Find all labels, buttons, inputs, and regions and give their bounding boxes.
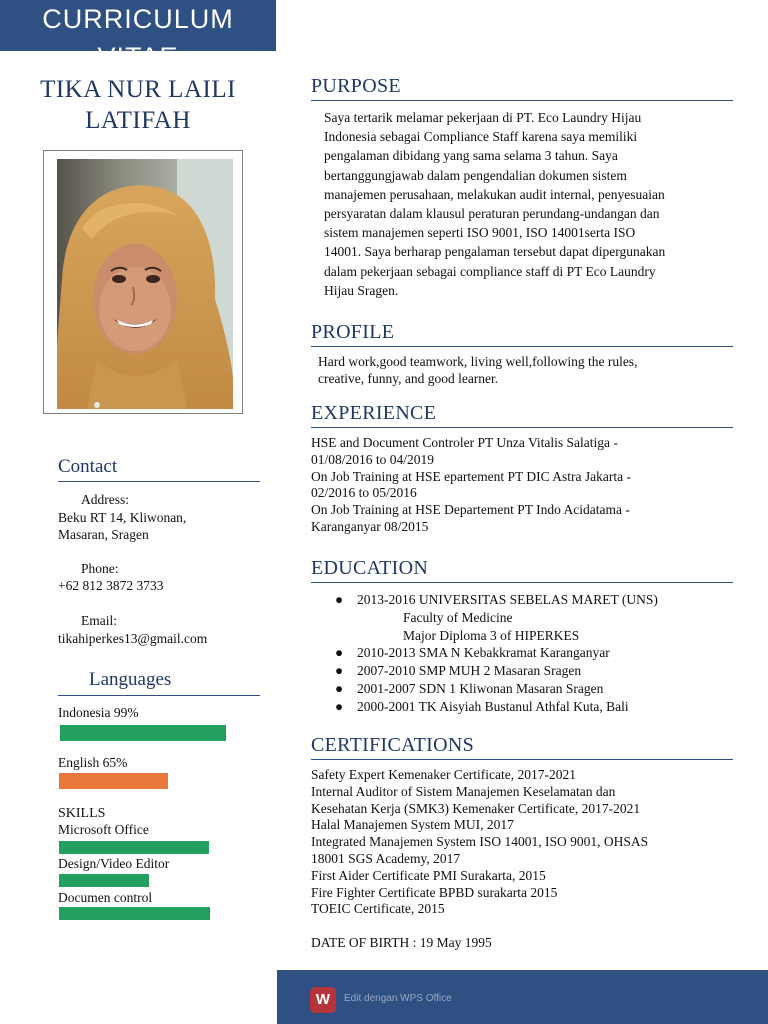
date-of-birth: [311, 935, 492, 952]
profile-line: creative, funny, and good learner.: [318, 370, 499, 386]
experience-line: 01/08/2016 to 04/2019: [311, 451, 435, 467]
purpose-line: manajemen perusahaan, melakukan audit internal, penyesuaian: [324, 186, 665, 202]
skill-design-video-label: Design/Video Editor: [58, 856, 170, 871]
date-of-birth-label: DATE OF BIRTH :: [311, 935, 417, 950]
education-list: [331, 591, 658, 716]
wps-office-icon[interactable]: W: [310, 987, 336, 1013]
certification-line: Halal Manajemen System MUI, 2017: [311, 817, 514, 833]
bullet-icon: ●: [335, 680, 344, 696]
language-indonesia-label: Indonesia 99%: [58, 705, 139, 720]
education-divider: [311, 582, 733, 583]
certification-line: Internal Auditor of Sistem Manajemen Keselamatan dan: [311, 783, 616, 799]
certification-line: Safety Expert Kemenaker Certificate, 2017-2021: [311, 767, 577, 782]
email-value: tikahiperkes13@gmail.com: [58, 631, 208, 646]
education-item: [331, 680, 658, 698]
bullet-icon: ●: [335, 592, 344, 607]
skill-microsoft-office-label: Microsoft Office: [58, 822, 149, 837]
purpose-line: Indonesia sebagai Compliance Staff karena saya memiliki: [324, 129, 638, 145]
education-item: [331, 698, 658, 716]
experience-heading: EXPERIENCE: [311, 402, 437, 424]
wps-edit-link[interactable]: Edit dengan WPS Office: [344, 993, 452, 1004]
profile-text: [318, 354, 637, 388]
contact-heading: Contact: [58, 456, 118, 477]
profile-photo: [57, 159, 233, 409]
experience-line: Karanganyar 08/2015: [311, 518, 429, 534]
certification-line: Kesehatan Kerja (SMK3) Kemenaker Certificate, 2017-2021: [311, 800, 641, 816]
languages-divider: [58, 695, 260, 696]
profile-line: Hard work,good teamwork, living well,following the rules,: [318, 354, 638, 369]
purpose-line: pengalaman dibidang yang sama selama 3 tahun. Saya: [324, 148, 618, 164]
purpose-divider: [311, 100, 733, 101]
skill-documen-control-label: Documen control: [58, 890, 153, 905]
profile-divider: [311, 346, 733, 347]
address-label: Address:: [81, 492, 129, 507]
skill-documen-control-bar: [59, 907, 210, 920]
language-english-bar: [59, 773, 168, 789]
purpose-line: 14001. Saya berharap pengalaman tersebut dapat dipergunakan: [324, 244, 666, 260]
education-item: [331, 644, 658, 662]
certification-line: Fire Fighter Certificate BPBD surakarta 2015: [311, 884, 558, 900]
education-heading: EDUCATION: [311, 557, 429, 579]
skill-microsoft-office-bar: [59, 841, 209, 854]
certifications-divider: [311, 759, 733, 760]
languages-heading: Languages: [89, 669, 172, 690]
experience-divider: [311, 427, 733, 428]
purpose-text: [324, 108, 665, 300]
bullet-icon: ●: [335, 663, 344, 679]
cv-title: CURRICULUM VITAE: [42, 4, 234, 72]
education-subline: Major Diploma 3 of HIPERKES: [403, 627, 580, 643]
experience-line: 02/2016 to 05/2016: [311, 485, 417, 501]
phone-value: +62 812 3872 3733: [58, 578, 164, 593]
purpose-line: Saya tertarik melamar pekerjaan di PT. Eco Laundry Hijau: [324, 110, 642, 125]
name-line-1: TIKA NUR LAILI: [40, 76, 236, 103]
experience-line: HSE and Document Controler PT Unza Vitalis Salatiga -: [311, 435, 618, 450]
person-name: [20, 74, 256, 136]
name-line-2: LATIFAH: [85, 107, 191, 134]
purpose-line: bertanggungjawab dalam pengendalian dokumen sistem: [324, 167, 627, 183]
education-item-text: 2010-2013 SMA N Kebakkramat Karanganyar: [357, 645, 610, 661]
education-item-text: 2013-2016 UNIVERSITAS SEBELAS MARET (UNS): [357, 592, 658, 607]
purpose-line: dalam pekerjaan sebagai compliance staff di PT Eco Laundry: [324, 263, 656, 279]
education-item-text: 2000-2001 TK Aisyiah Bustanul Athfal Kuta, Bali: [357, 698, 629, 714]
language-indonesia-bar: [60, 725, 226, 741]
skills-heading: SKILLS: [58, 806, 106, 821]
profile-photo-frame: [43, 150, 243, 414]
education-item-text: 2007-2010 SMP MUH 2 Masaran Sragen: [357, 663, 582, 679]
profile-heading: PROFILE: [311, 321, 395, 343]
education-subline: Faculty of Medicine: [403, 609, 513, 625]
experience-line: On Job Training at HSE epartement PT DIC Astra Jakarta -: [311, 468, 631, 484]
address-line-2: Masaran, Sragen: [58, 527, 149, 542]
contact-divider: [58, 481, 260, 482]
education-item-text: 2001-2007 SDN 1 Kliwonan Masaran Sragen: [357, 680, 604, 696]
certifications-heading: CERTIFICATIONS: [311, 734, 475, 756]
purpose-line: sistem manajemen seperti ISO 9001, ISO 14001serta ISO: [324, 225, 636, 241]
experience-list: [311, 435, 631, 536]
certifications-list: [311, 767, 648, 918]
phone-label: Phone:: [81, 561, 119, 576]
bullet-icon: ●: [335, 698, 344, 714]
certification-line: TOEIC Certificate, 2015: [311, 901, 445, 917]
purpose-line: persyaratan dalam klausul peraturan perundang-undangan dan: [324, 206, 660, 222]
bullet-icon: ●: [335, 645, 344, 661]
certification-line: First Aider Certificate PMI Surakarta, 2015: [311, 867, 546, 883]
purpose-line: Hijau Sragen.: [324, 282, 399, 298]
address-line-1: Beku RT 14, Kliwonan,: [58, 510, 187, 525]
email-label: Email:: [81, 613, 117, 628]
experience-line: On Job Training at HSE Departement PT Indo Acidatama -: [311, 502, 630, 518]
certification-line: Integrated Manajemen System ISO 14001, ISO 9001, OHSAS: [311, 834, 649, 850]
purpose-heading: PURPOSE: [311, 75, 401, 97]
skill-design-video-bar: [59, 874, 149, 887]
language-english-label: English 65%: [58, 755, 128, 770]
date-of-birth-value: 19 May 1995: [419, 935, 492, 950]
education-item: [331, 662, 658, 680]
education-item: [331, 591, 658, 609]
certification-line: 18001 SGS Academy, 2017: [311, 850, 461, 866]
